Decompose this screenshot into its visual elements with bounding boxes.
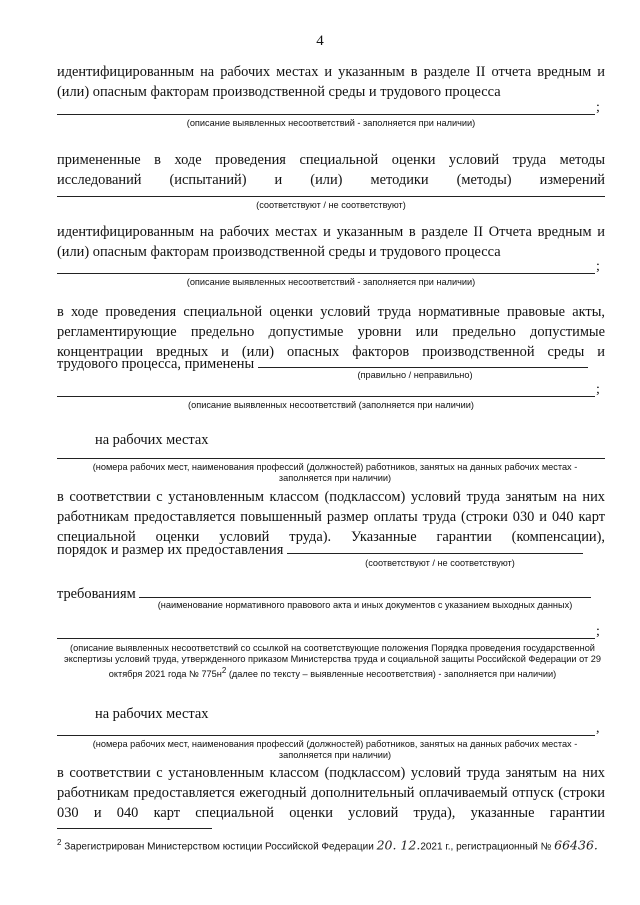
fill-line <box>57 196 605 197</box>
section-2-caption: (соответствуют / не соответствуют) <box>256 200 406 210</box>
section-1-text: идентифицированным на рабочих местах и указанным в разделе II отчета вредным и (или) опасным факторам производственной среды и трудового процесса <box>57 64 605 100</box>
footnote-ref: 2 <box>221 666 227 675</box>
section-7-caption-b-end: (далее по тексту – выявленные несоответствия) - заполняется при наличии) <box>226 669 557 680</box>
section-7-caption: (наименование нормативного правового акта и иных документов с указанием выходных данных) <box>157 600 573 610</box>
section-3-text: идентифицированным на рабочих местах и указанным в разделе II Отчета вредным и (или) опасным факторам производственной среды и трудового процесса <box>57 224 605 260</box>
page-number: 4 <box>316 33 324 49</box>
section-1-caption: (описание выявленных несоответствий - заполняется при наличии) <box>186 118 476 128</box>
section-6-text: в соответствии с установленным классом (подклассом) условий труда занятым на них работникам предоставляется повышенный размер оплаты труда (строки 030 и 040 карт специальной оценки условий труда). Указанные гарантии (компенсации), <box>57 489 605 545</box>
section-4-text: в ходе проведения специальной оценки условий труда нормативные правовые акты, регламентирующие предельно допустимые уровни или предельно допустимые концентрации вредных и (или) опасных факторов производственной среды и <box>57 304 605 360</box>
fill-line <box>57 638 595 639</box>
section-6-last-line <box>57 540 605 560</box>
footnote-separator <box>57 828 212 829</box>
semicolon: ; <box>596 100 600 115</box>
footnote-handwritten-date: 20. 12. <box>376 837 421 853</box>
fill-line <box>287 541 583 554</box>
fill-line <box>258 355 588 368</box>
section-4-caption-a: (правильно / неправильно) <box>357 370 473 380</box>
section-6-caption: (соответствуют / не соответствуют) <box>365 558 515 568</box>
section-4-caption-b: (описание выявленных несоответствий (заполняется при наличии) <box>188 400 474 410</box>
semicolon: ; <box>596 382 600 397</box>
section-9-text: в соответствии с установленным классом (подклассом) условий труда занятым на них работникам предоставляется ежегодный дополнительный оплачиваемый отпуск (строки 030 и 040 карт специальной оценки условий труда), указанные гарантии <box>57 765 605 821</box>
section-2-text: примененные в ходе проведения специальной оценки условий труда методы исследований (испытаний) и (или) методики (методы) измерений <box>57 152 605 188</box>
comma: , <box>596 721 600 736</box>
footnote <box>57 836 617 853</box>
footnote-text-mid: 2021 г., регистрационный № <box>420 841 555 853</box>
section-7-caption-b-text: (описание выявленных несоответствий со ссылкой на соответствующие положения Порядка проведения государственной экспертизы условий труда, утвержденного приказом Министерства труда и социальной защиты Российской Федерации от 29 октября 2021 года № 775н <box>64 643 601 680</box>
footnote-marker: 2 <box>57 838 62 847</box>
section-3-caption: (описание выявленных несоответствий - заполняется при наличии) <box>186 277 476 287</box>
section-5-text: на рабочих местах <box>95 432 209 448</box>
fill-line <box>57 735 595 736</box>
section-7-text: требованиям <box>57 586 136 602</box>
semicolon: ; <box>596 259 600 274</box>
footnote-text-start: Зарегистрирован Министерством юстиции Российской Федерации <box>61 841 377 853</box>
fill-line <box>57 273 595 274</box>
fill-line <box>57 396 595 397</box>
fill-line <box>57 114 595 115</box>
section-7-caption-b <box>60 643 605 680</box>
section-8-text: на рабочих местах <box>95 706 209 722</box>
semicolon: ; <box>596 624 600 639</box>
section-5-caption: (номера рабочих мест, наименования профессий (должностей) работников, занятых на данных рабочих местах - заполняется при наличии) <box>92 462 578 483</box>
footnote-handwritten-number: 66436. <box>554 837 598 853</box>
section-8-caption: (номера рабочих мест, наименования профессий (должностей) работников, занятых на данных рабочих местах - заполняется при наличии) <box>92 739 578 760</box>
section-4-last-text: трудового процесса, применены <box>57 356 255 372</box>
fill-line <box>57 458 605 459</box>
section-6-last-text: порядок и размер их предоставления <box>57 542 284 558</box>
fill-line <box>139 585 591 598</box>
